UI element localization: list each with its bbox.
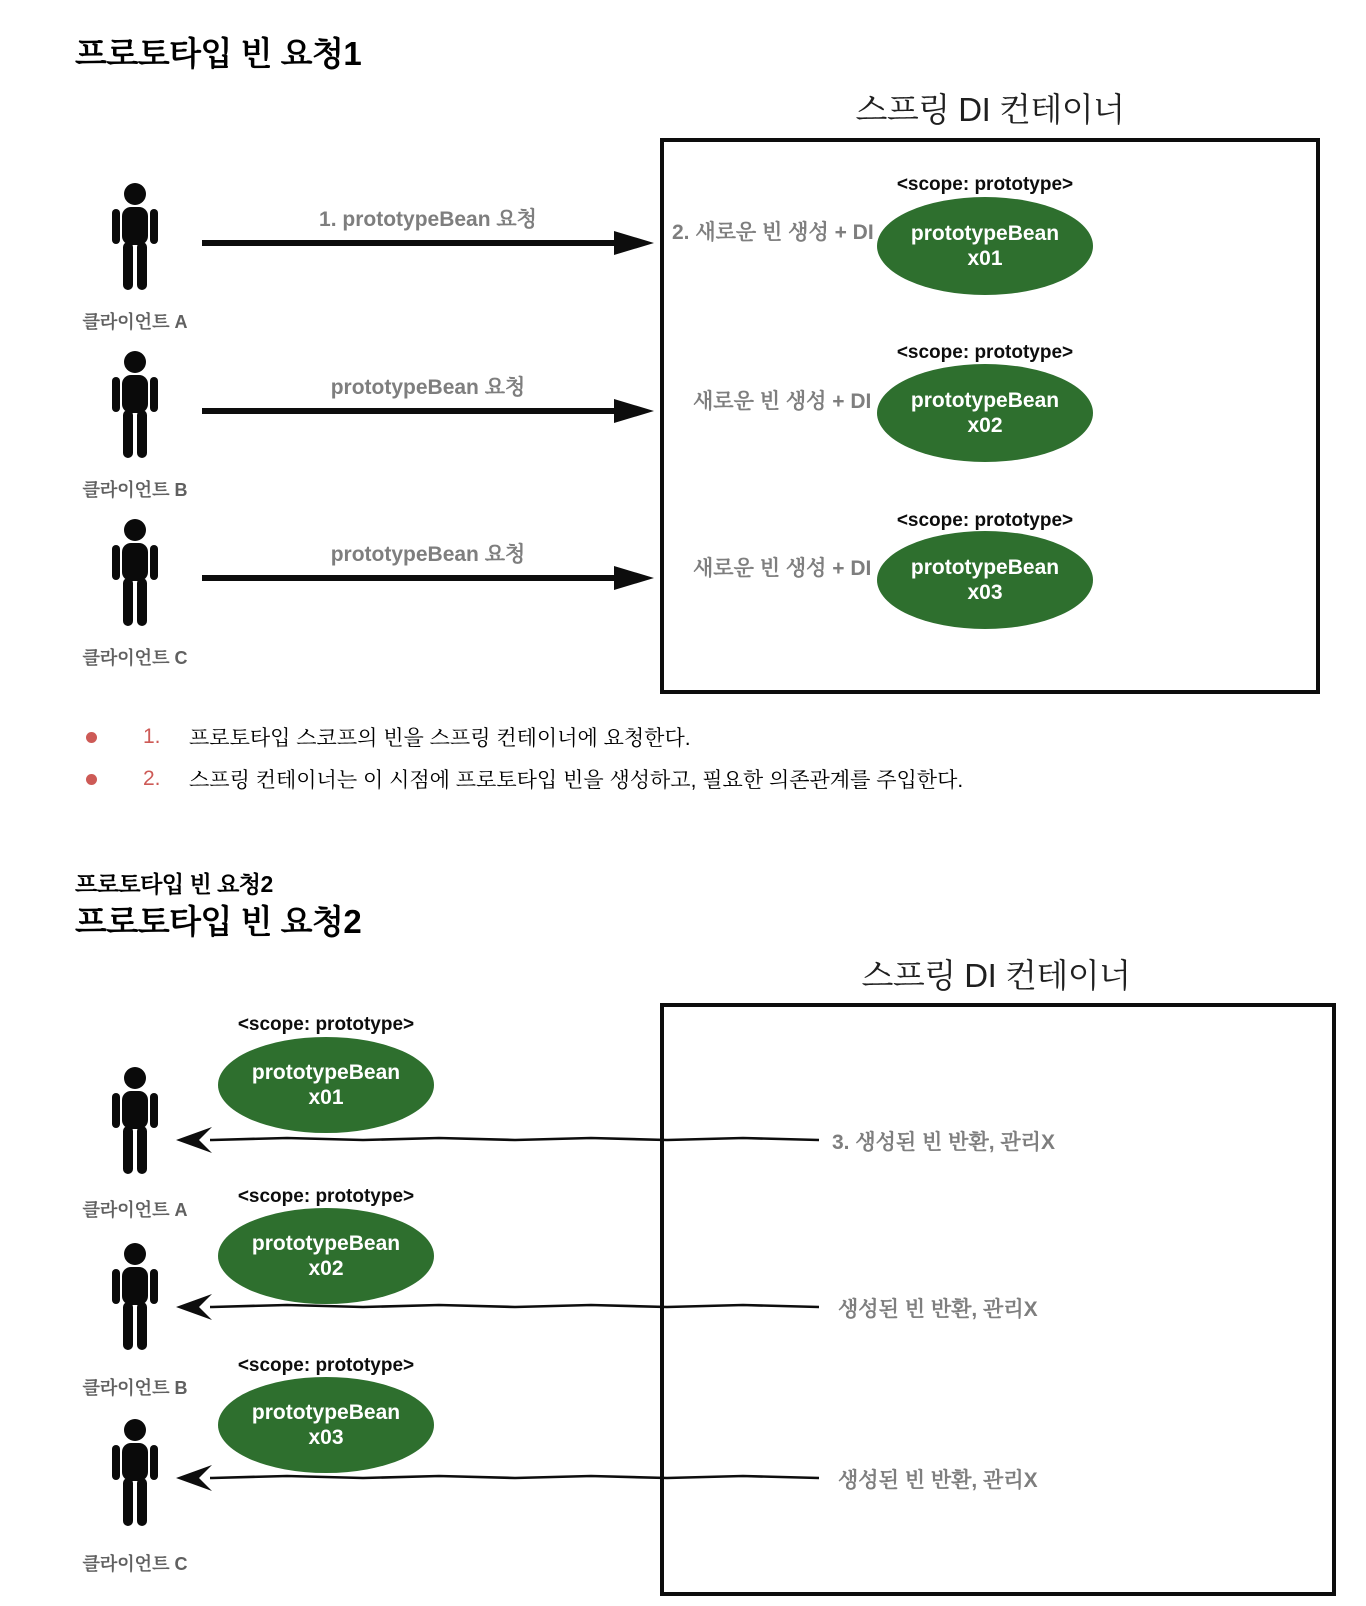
- bean-id: x02: [967, 414, 1003, 437]
- note-item-1: [86, 722, 691, 752]
- bean-name: prototypeBean: [251, 1231, 401, 1255]
- bean-id: x01: [967, 247, 1003, 270]
- person-icon: [103, 1242, 167, 1366]
- client-a-label: 클라이언트 A: [82, 312, 188, 332]
- client-b-label: 클라이언트 B: [82, 480, 188, 500]
- scope-label: <scope: prototype>: [896, 174, 1074, 195]
- prototype-bean-ellipse-x02: [877, 364, 1093, 462]
- note-number: 1.: [143, 725, 161, 748]
- return-arrow: [166, 1462, 822, 1494]
- note-text: 스프링 컨테이너는 이 시점에 프로토타입 빈을 생성하고, 필요한 의존관계를 주입한다.: [189, 769, 964, 792]
- bullet-icon: [86, 774, 97, 785]
- section2-container-title: 스프링 DI 컨테이너: [861, 957, 1131, 994]
- person-icon: [103, 1066, 167, 1190]
- return-label-2: 생성된 빈 반환, 관리X: [838, 1298, 1038, 1321]
- request-label-2: prototypeBean 요청: [330, 376, 526, 399]
- section1-title: 프로토타입 빈 요청1: [75, 35, 362, 72]
- scope-label: <scope: prototype>: [237, 1014, 415, 1035]
- request-label-1: 1. prototypeBean 요청: [319, 208, 537, 231]
- bean-id: x01: [308, 1086, 344, 1109]
- request-arrow: [202, 565, 654, 591]
- bullet-icon: [86, 732, 97, 743]
- scope-label: <scope: prototype>: [237, 1355, 415, 1376]
- prototype-bean-ellipse-x03: [218, 1377, 434, 1473]
- create-label-1: 2. 새로운 빈 생성 + DI: [672, 221, 874, 244]
- return-label-1: 3. 생성된 빈 반환, 관리X: [832, 1131, 1055, 1154]
- section1-container-title: 스프링 DI 컨테이너: [855, 91, 1125, 128]
- note-number: 2.: [143, 767, 161, 790]
- person-icon: [103, 1418, 167, 1542]
- client-b-label: 클라이언트 B: [82, 1378, 188, 1398]
- prototype-bean-ellipse-x02: [218, 1208, 434, 1304]
- section2-title: 프로토타입 빈 요청2: [75, 903, 362, 940]
- client-c-label: 클라이언트 C: [82, 1554, 188, 1574]
- client-a-label: 클라이언트 A: [82, 1200, 188, 1220]
- scope-label: <scope: prototype>: [237, 1186, 415, 1207]
- bean-name: prototypeBean: [910, 221, 1060, 245]
- create-label-2: 새로운 빈 생성 + DI: [693, 390, 872, 413]
- scope-label: <scope: prototype>: [896, 342, 1074, 363]
- return-label-3: 생성된 빈 반환, 관리X: [838, 1469, 1038, 1492]
- return-arrow: [166, 1124, 822, 1156]
- person-icon: [103, 518, 167, 642]
- return-arrow: [166, 1291, 822, 1323]
- bean-id: x02: [308, 1257, 344, 1280]
- person-icon: [103, 182, 167, 306]
- bean-name: prototypeBean: [251, 1400, 401, 1424]
- person-icon: [103, 350, 167, 474]
- scope-label: <scope: prototype>: [896, 510, 1074, 531]
- create-label-3: 새로운 빈 생성 + DI: [693, 557, 872, 580]
- prototype-bean-ellipse-x01: [877, 197, 1093, 295]
- note-text: 프로토타입 스코프의 빈을 스프링 컨테이너에 요청한다.: [189, 727, 691, 750]
- bean-name: prototypeBean: [251, 1060, 401, 1084]
- prototype-bean-ellipse-x01: [218, 1037, 434, 1133]
- prototype-bean-ellipse-x03: [877, 531, 1093, 629]
- request-label-3: prototypeBean 요청: [330, 543, 526, 566]
- note-item-2: [86, 764, 963, 794]
- section2-subtitle: 프로토타입 빈 요청2: [75, 871, 273, 897]
- client-c-label: 클라이언트 C: [82, 648, 188, 668]
- request-arrow: [202, 230, 654, 256]
- bean-name: prototypeBean: [910, 555, 1060, 579]
- bean-id: x03: [967, 581, 1003, 604]
- bean-name: prototypeBean: [910, 388, 1060, 412]
- bean-id: x03: [308, 1426, 344, 1449]
- request-arrow: [202, 398, 654, 424]
